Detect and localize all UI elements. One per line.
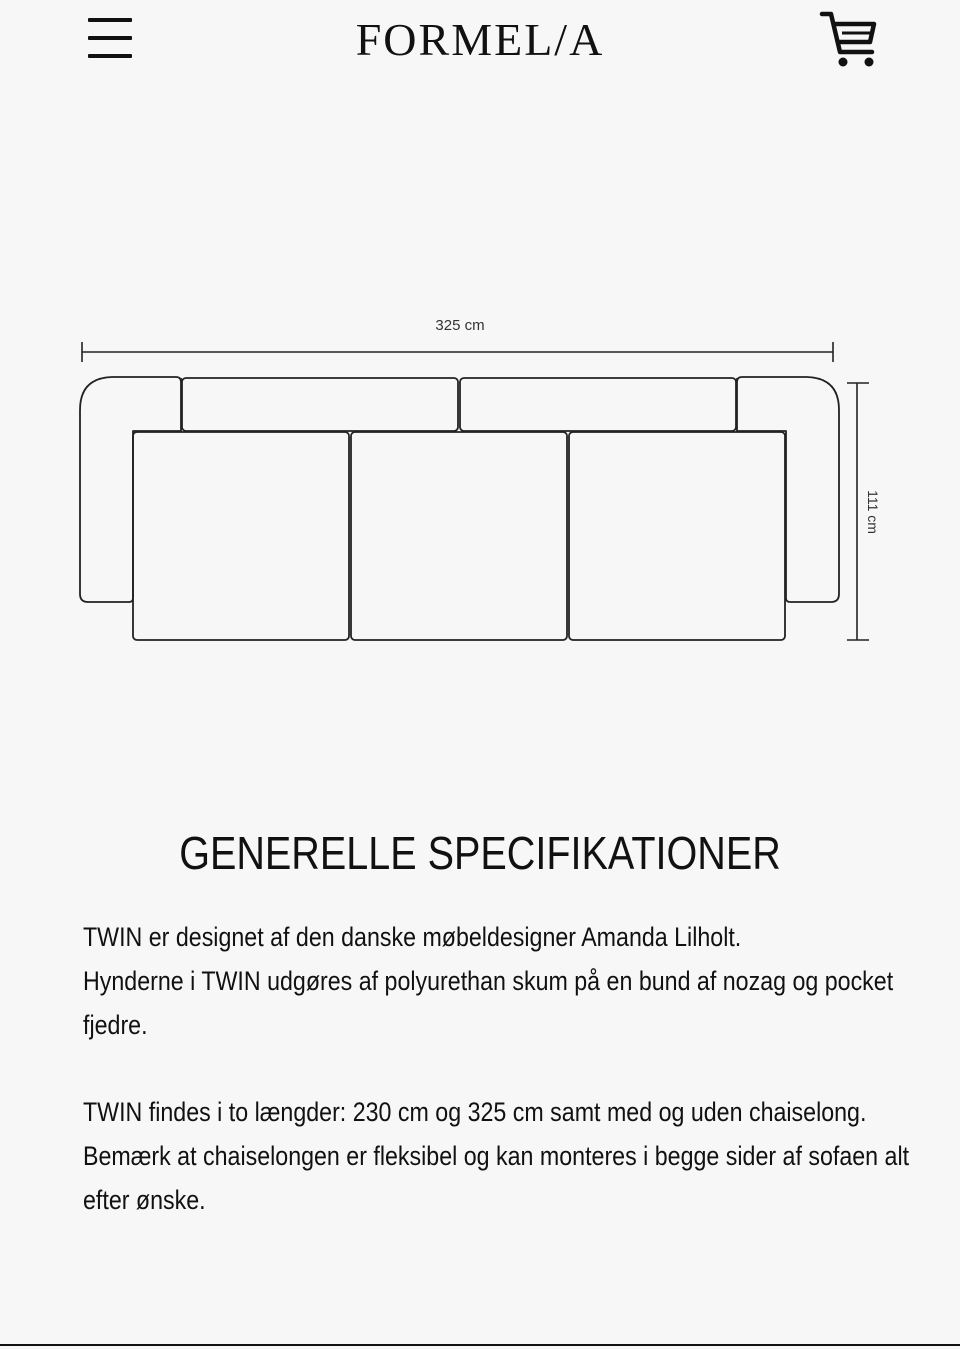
- sofa-back-cushion-left: [182, 378, 458, 431]
- bottom-divider: [0, 1344, 960, 1346]
- specs-paragraph-1-line-1: TWIN er designet af den danske møbeldesigner Amanda Lilholt.: [83, 922, 742, 952]
- sofa-seat-cushion-left: [133, 432, 349, 640]
- brand-logo[interactable]: FORMEL/A: [355, 14, 605, 65]
- specs-paragraph-1: [83, 915, 894, 1047]
- sofa-dimension-diagram: [0, 290, 960, 660]
- width-dimension-label: 325 cm: [435, 317, 485, 334]
- sofa-right-arm: [737, 377, 839, 602]
- specs-paragraph-2: [83, 1090, 910, 1222]
- specs-paragraph-2-line-1: TWIN findes i to længder: 230 cm og 325 cm samt med og uden chaiselong.: [83, 1097, 867, 1127]
- specs-paragraph-2-line-3: efter ønske.: [83, 1185, 206, 1215]
- width-dimension-line: [82, 342, 833, 362]
- sofa-seat-cushion-right: [569, 432, 785, 640]
- sofa-left-arm: [80, 377, 181, 602]
- sofa-seat-cushion-middle: [351, 432, 567, 640]
- hamburger-menu-icon[interactable]: [86, 16, 134, 60]
- sofa-back-cushion-right: [460, 378, 736, 431]
- specs-title: GENERELLE SPECIFIKATIONER: [179, 827, 781, 879]
- specs-paragraph-1-line-2: Hynderne i TWIN udgøres af polyurethan skum på en bund af nozag og pocket: [83, 966, 894, 996]
- site-header: [0, 0, 960, 80]
- depth-dimension-label: 111 cm: [865, 490, 881, 534]
- specs-paragraph-1-line-3: fjedre.: [83, 1010, 148, 1040]
- shopping-cart-icon[interactable]: [818, 8, 880, 70]
- specs-paragraph-2-line-2: Bemærk at chaiselongen er fleksibel og kan monteres i begge sider af sofaen alt: [83, 1141, 910, 1171]
